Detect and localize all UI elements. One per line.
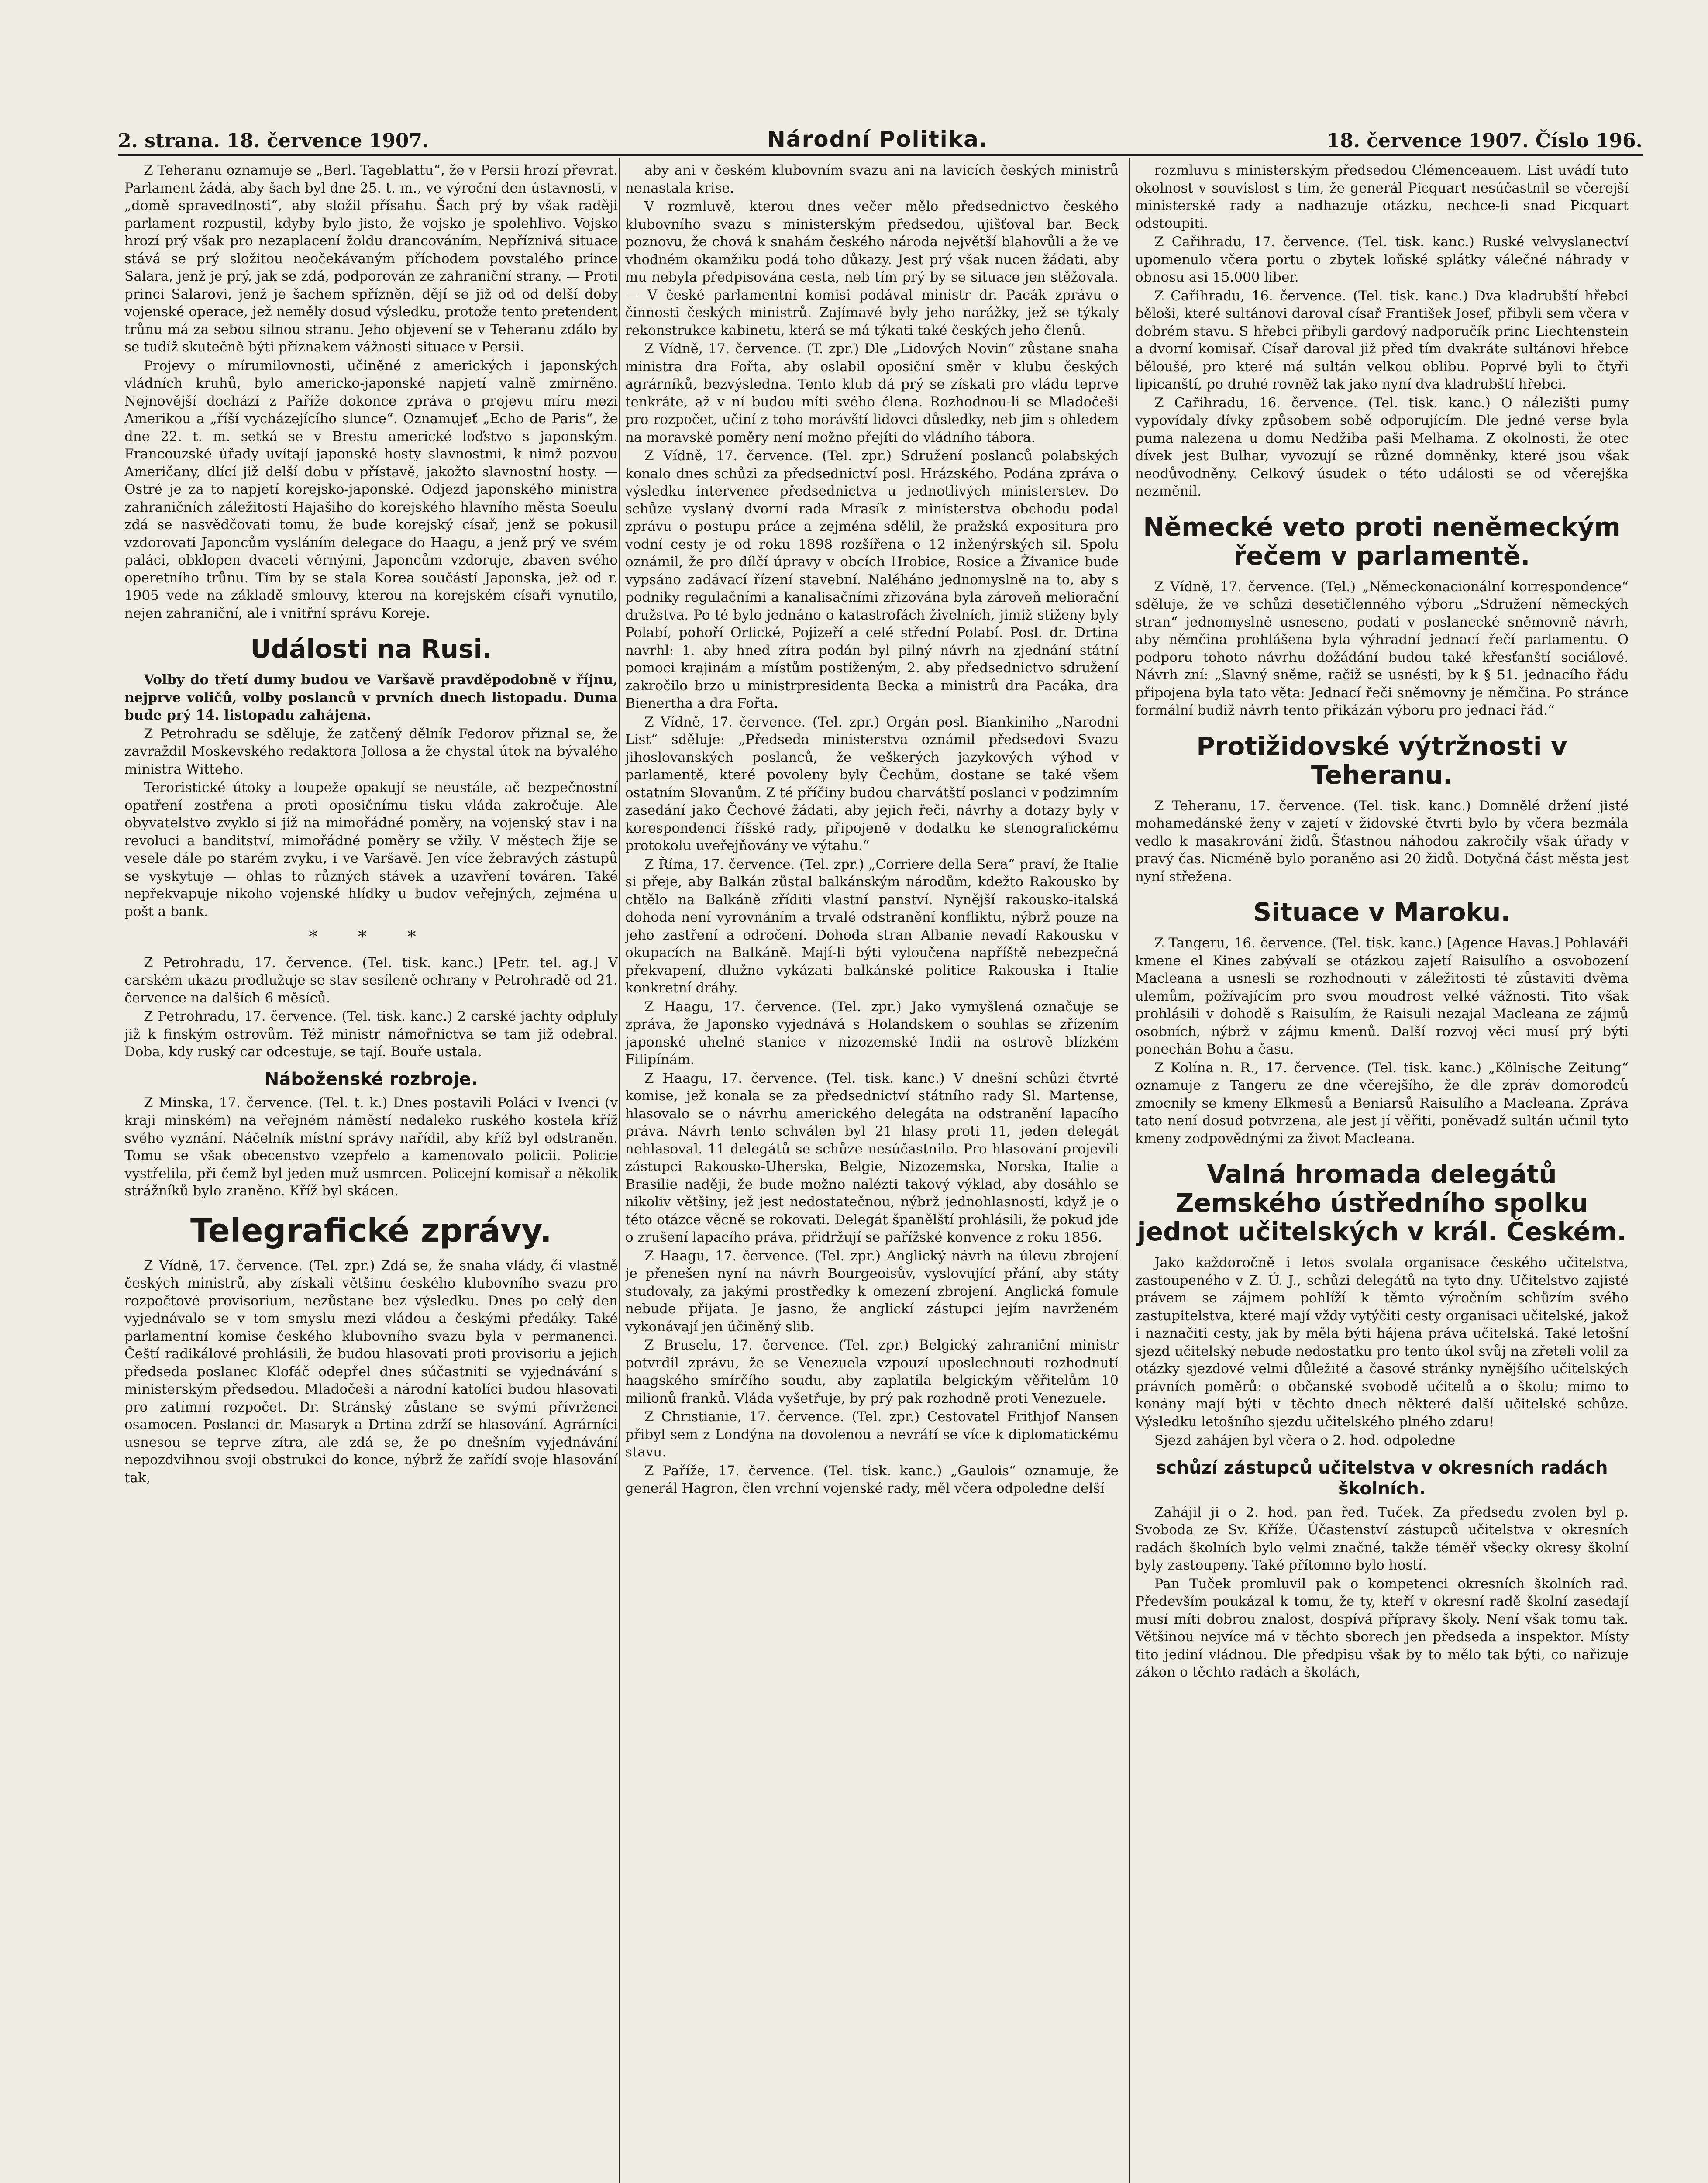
column-divider <box>1129 158 1130 2183</box>
column-3 <box>1135 162 1629 2183</box>
section-heading: Telegrafické zprávy. <box>190 1212 552 1250</box>
paragraph: Z Cařihradu, 17. července. (Tel. tisk. kanc.) Ruské velvyslanectví upomenulo včera portu o zbytek loňské splátky válečné náhrady v obnosu asi 15.000 liber. <box>1135 234 1629 285</box>
paragraph: Sjezd zahájen byl včera o 2. hod. odpoledne <box>1154 1432 1456 1448</box>
paragraph: Z Teheranu, 17. července. (Tel. tisk. kanc.) Domnělé držení jisté mohamedánské ženy v zajetí v židovské čtvrti bylo by včera bezmála vedlo k masakrování židů. Šťastnou náhodou zakročily však úřady v pravý čas. Nicméně bylo poraněno asi 20 židů. Dotyčná část města jest nyní střežena. <box>1135 798 1629 885</box>
section-heading: Německé veto proti neněmeckým řečem v parlamentě. <box>1143 512 1621 571</box>
paragraph: Z Říma, 17. července. (Tel. zpr.) „Corriere della Sera“ praví, že Italie si přeje, aby Balkán zůstal balkánským národům, kdežto Rakousko by chtělo na Balkáně zříditi vlastní panství. Nynější rakousko-italská dohoda není vyrovnáním a trvalé odstranění konfliktu, nýbrž pouze na jeho zastření a odročení. Dohoda stran Albanie nevadí Rakousku v okupacích na Balkáně. Mají-li býti vyloučena napříště nebezpečná překvapení, dlužno vykázati balkánské politice Rakouska i Italie konkretní dráhy. <box>625 856 1119 996</box>
paragraph: Pan Tuček promluvil pak o kompetenci okresních školních rad. Především poukázal k tomu, že ty, kteří v okresní radě školní zasedají musí míti dobrou znalost, dospívá přípravy školy. Není však tomu tak. Většinou nejvíce má v těchto sborech jen předseda a inspektor. Místy tito jediní vládnou. Dle předpisu však by to mělo tak býti, co nařizuje zákon o těchto radách a školách, <box>1135 1576 1629 1680</box>
section-heading: Valná hromada delegátů Zemského ústředního spolku jednot učitelských v král. Českém. <box>1137 1159 1627 1246</box>
header-right: 18. července 1907. Číslo 196. <box>1326 130 1643 152</box>
paragraph: Z Vídně, 17. července. (Tel. zpr.) Orgán posl. Biankiniho „Narodni List“ sděluje: „Předseda ministerstva oznámil předsedovi Svazu jihoslovanských poslanců, že veškerých jazykových výhod v parlamentě, které povoleny byly Čechům, dostane se také všem ostatním Slovanům. Z té příčiny budou charvátští poslanci v podzimním zasedání jako Čechové žádati, aby jejich řeči, návrhy a dotazy byly v korespondenci říšské rady, připojeně v dodatku ke stenografickému protokolu uveřejňovány ve výtahu.“ <box>625 714 1119 854</box>
paragraph: Z Petrohradu, 17. července. (Tel. tisk. kanc.) [Petr. tel. ag.] V carském ukazu prodlužuje se stav sesíleně ochrany v Petrohradě od 21. července na dalších 6 měsíců. <box>124 954 618 1006</box>
header-left: 2. strana. 18. července 1907. <box>118 130 429 152</box>
paragraph: Teroristické útoky a loupeže opakují se neustále, ač bezpečnostní opatření zostřena a proti oposičnímu tisku vláda zakročuje. Ale obyvatelstvo zvyklo si již na mimořádné poměry, na vojenský stav i na revoluci a banditství, mimořádné poměry se vžily. V městech žije se vesele dále po starém zvyku, i ve Varšavě. Jen více žebravých zástupů se vyskytuje — ohlas to různých stávek a uzavření továren. Také nepřekvapuje nikoho vojenské hlídky u budov veřejných, zejména u pošt a bank. <box>124 780 618 919</box>
paragraph: Z Haagu, 17. července. (Tel. zpr.) Anglický návrh na úlevu zbrojení je přenešen nyní na návrh Bourgeoisův, vyslovující přání, aby státy studovaly, za jakými prostředky k omezení zbrojení. Anglická fomule nebude přijata. Je jasno, že anglickí zástupci jejím navrženém vykonávají jen účiněný slib. <box>625 1248 1119 1335</box>
paragraph: Z Kolína n. R., 17. července. (Tel. tisk. kanc.) „Kölnische Zeitung“ oznamuje z Tangeru ze dne včerejšího, že dle zpráv domorodců zmocnily se kmeny Elkmesů a Beniarsů Raisulího a Macleana. Zpráva tato není dosud potvrzena, ale jest jí věřiti, poněvadž sultán učinil tyto kmeny zodpovědnými za život Macleana. <box>1135 1060 1629 1147</box>
paragraph: Z Petrohradu se sděluje, že zatčený dělník Fedorov přiznal se, že zavraždil Moskevského redaktora Jollosa a že chystal útok na bývalého ministra Witteho. <box>124 726 618 777</box>
paragraph: aby ani v českém klubovním svazu ani na lavicích českých ministrů nenastala krise. <box>625 162 1119 196</box>
paragraph: Z Tangeru, 16. července. (Tel. tisk. kanc.) [Agence Havas.] Pohlaváři kmene el Kines zabývali se otázkou zajetí Raisulího a osvobození Macleana a usnesli se rozhodnouti v záležitosti té zůstaviti dvěma ulemům, požívajícím pro svou moudrost velké vážnosti. Tito však prohlásili v dohodě s Raisulím, že Raisuli nezajal Macleana ze zájmů osobních, nýbrž v zájmu kmenů. Další rozvoj věci musí prý býti ponechán Bohu a času. <box>1135 935 1629 1057</box>
paragraph: Z Vídně, 17. července. (Tel.) „Německonacionální korrespondence“ sděluje, že ve schůzi desetičlenného výboru „Sdružení německých stran“ jednomyslně usneseno, podati v poslanecké sněmovně návrh, aby němčina prohlášena byla výhradní jednací řečí parlamentu. O podporu tohoto návrhu dožádání budou také křesťanští sociálové. Návrh zní: „Slavný sněme, račiž se usnésti, by k § 51. jednacího řádu připojena byla tato věta: Jednací řeči sněmovny je němčina. Po stránce formální budiž návrh tento přikázán výboru pro jednací řád.“ <box>1135 578 1629 718</box>
column-2 <box>625 162 1119 2183</box>
paragraph: V rozmluvě, kterou dnes večer mělo předsednictvo českého klubovního svazu s ministerským předsedou, ujišťoval bar. Beck poznovu, že chová k snahám českého národa největší blahovůli a že ve vhodném okamžiku podá toho důkazy. Jest prý však nucen žádati, aby mu nebyla předpisována cesta, neb tím prý by se situace jen stěžovala. — V české parlamentní komisi podával ministr dr. Pacák zprávu o činnosti českých ministrů. Zajímavé byly jeho narážky, jež se týkaly rekonstrukce kabinetu, která se má týkati také českých jeho členů. <box>625 199 1119 338</box>
section-heading: Události na Rusi. <box>250 634 492 664</box>
section-heading: schůzí zástupců učitelstva v okresních radách školních. <box>1156 1457 1608 1499</box>
paragraph: Jako každoročně i letos svolala organisace českého učitelstva, zastoupeného v Z. Ú. J., schůzi delegátů na tyto dny. Učitelstvo zajisté právem se zájmem pohlíží k těmto výročním schůzím svého zastupitelstva, které mají vždy vytýčiti cesty organisaci učitelské, jakož i naznačiti cesty, jak by měla býti hájena práva učitelská. Také letošní sjezd učitelský nebude nedostatku pro tento úkol svůj na zřeteli volil za otázky sjezdové velmi důležité a časové stránky nynějšího učitelských právních poměrů: o občanské svobodě učitelů a o školu; mimo to konány mají býti v těchto dnech některé další učitelské schůze. Výsledku letošního sjezdu učitelského plného zdaru! <box>1135 1255 1629 1430</box>
section-separator: * * * <box>309 927 434 947</box>
paragraph: Z Paříže, 17. července. (Tel. tisk. kanc.) „Gaulois“ oznamuje, že generál Hagron, člen vrchní vojenské rady, měl včera odpoledne delší <box>625 1463 1119 1496</box>
paragraph: Z Minska, 17. července. (Tel. t. k.) Dnes postavili Poláci v Ivenci (v kraji minském) na veřejném náměstí nedaleko ruského kostela kříž svého vyznání. Náčelník místní správy nařídil, aby kříž byl odstraněn. Tomu se však obecenstvo vzepřelo a kamenovalo policii. Policie vystřelila, při čemž byl jeden muž usmrcen. Policejní komisař a několik strážníků bylo zraněno. Kříž byl skácen. <box>124 1095 618 1199</box>
paragraph: Z Vídně, 17. července. (Tel. zpr.) Sdružení poslanců polabských konalo dnes schůzi za předsednictví posl. Hrázského. Podána zpráva o výsledku intervence předsednictva u jednotlivých ministerstev. Do schůze vyslaný dvorní rada Mrasík z ministerstva obchodu podal zprávu o postupu práce a zejména sdělil, že pražská expositura pro vodní cesty je od roku 1898 rozšířena o 12 inženýrských sil. Spolu oznámil, že pro dílčí úpravy v obcích Hrobice, Rosice a Živanice bude vypsáno zadávací řízení stavební. Naléháno jednomyslně na to, aby s podniky regulačními a kanalisačními zřizována byla zároveň meliorační družstva. Po té bylo jednáno o katastrofách živelních, jimiž stiženy byly Polabí, pohoří Orlické, Pojizeří a celé střední Polabí. Posl. dr. Drtina navrhl: 1. aby hned zítra podán byl pilný návrh na zjednání státní pomoci krajinám a místům postiženým, 2. aby předsednictvo sdružení zakročilo brzo u ministrpresidenta Becka a ministrů dra Pacáka, dra Bienertha a dra Fořta. <box>625 448 1119 711</box>
paragraph: Z Haagu, 17. července. (Tel. tisk. kanc.) V dnešní schůzi čtvrté komise, jež konala se za předsednictví státního rady Sl. Martense, hlasovalo se o návrhu amerického delegáta na odstranění lapacího práva. Návrh tento schválen byl 21 hlasy proti 11, jeden delegát nehlasoval. 11 delegátů se schůze nesúčastnilo. Pro hlasování projevili zástupci Rakousko-Uherska, Belgie, Nizozemska, Norska, Italie a Brasilie naději, že bude možno nalézti takový výklad, aby dosáhlo se nikoliv většiny, jež jest nedostatečnou, nýbrž jednohlasnosti, když je o této otázce věcně se rokovati. Delegát španělští prohlásili, že pokud jde o zrušení lapacího práva, přidržují se pařížské konvence z roku 1856. <box>625 1070 1119 1245</box>
paragraph: Z Bruselu, 17. července. (Tel. zpr.) Belgický zahraniční ministr potvrdil zprávu, že se Venezuela vzpouzí uposlechnouti rozhodnutí haagského smírčího soudu, aby zaplatila belgickým věřitelům 10 milionů franků. Vláda vyšetřuje, by prý pak rozhodně proti Venezuele. <box>625 1337 1119 1406</box>
paragraph: Z Petrohradu, 17. července. (Tel. tisk. kanc.) 2 carské jachty odpluly již k finským ostrovům. Též ministr námořnictva se tam již odebral. Doba, kdy ruský car odcestuje, se tají. Bouře ustala. <box>124 1009 618 1060</box>
paragraph: Z Cařihradu, 16. července. (Tel. tisk. kanc.) Dva kladrubští hřebci běloši, které sultánovi daroval císař František Josef, přibyli sem včera v dobrém stavu. S hřebci přibyli gardový nadporučík princ Liechtenstein a dvorní komisař. Císař daroval již před tím dvakráte sultánovi hřebce běloušé, pro které má sultán velkou oblibu. Poprvé byli to čtyři lipicanští, po druhé rovněž tak jako nyní dva kladrubští hřebci. <box>1135 288 1629 392</box>
paragraph: rozmluvu s ministerským předsedou Clémenceauem. List uvádí tuto okolnost v souvislost s tím, že generál Picquart nesúčastnil se včerejší ministerské rady a nadhazuje otázku, nechce-li snad Picquart odstoupiti. <box>1135 162 1629 231</box>
column-divider <box>619 158 620 2183</box>
paragraph: Z Haagu, 17. července. (Tel. zpr.) Jako vymyšlená označuje se zpráva, že Japonsko vyjednává s Holandskem o souhlas se zřízením japonské uhelné stanice v nizozemské Indii na ostrově blízkém Filipínám. <box>625 999 1119 1067</box>
paragraph: Z Cařihradu, 16. července. (Tel. tisk. kanc.) O nálezišti pumy vypovídaly dívky způsobem sobě odporujícím. Dle jedné verse byla puma nalezena u domu Nedžiba paši Melhama. Z okolnosti, že otec dívek jest Bulhar, vyvozují se různé domněnky, které jsou však neodůvodněny. Celkový úsudek o této události se od včerejška nezměnil. <box>1135 395 1629 499</box>
section-heading: Náboženské rozbroje. <box>264 1069 478 1089</box>
paragraph: Zahájil ji o 2. hod. pan řed. Tuček. Za předsedu zvolen byl p. Svoboda ze Sv. Kříže. Účastenství zástupců učitelstva v okresních radách školních bylo velmi značné, takže téměř všecky okresy školní byly zastoupeny. Také přítomno bylo hostí. <box>1135 1504 1629 1573</box>
paragraph: Projevy o mírumilovnosti, učiněné z amerických i japonských vládních kruhů, bylo americko-japonské napjetí valně zmírněno. Nejnovější dochází z Paříže dokonce zpráva o projevu míru mezi Amerikou a „říší vycházejícího slunce“. Oznamujeť „Echo de Paris“, že dne 22. t. m. setká se v Brestu americké loďstvo s japonským. Francouzské úřady uvítají japonské hosty slavnostmi, k nimž pozvou Američany, dlící již delší dobu v přístavě, jakožto slavnostní hosty. — Ostré je za to napjetí korejsko-japonské. Odjezd japonského ministra zahraničních záležitostí Hajašiho do korejského hlavního města Soeulu zdá se nasvědčovati tomu, že bude korejský císař, jenž se pokusil vzdorovati Japoncům vysláním delegace do Haagu, a jenž prý ve svém paláci, obklopen dvaceti věrnými, Japoncům vzdoruje, zbaven svého operetního trůnu. Tím by se stala Korea součástí Japonska, jež od r. 1905 vede na základě smlouvy, kterou na korejském císaři vynutilo, nejen zahraniční, ale i vnitřní správu Koreje. <box>124 358 618 621</box>
paragraph: Volby do třetí dumy budou ve Varšavě pravděpodobně v říjnu, nejprve voličů, volby poslanců v prvních dnech listopadu. Duma bude prý 14. listopadu zahájena. <box>124 672 618 723</box>
column-1 <box>124 162 618 2183</box>
section-heading: Situace v Maroku. <box>1253 897 1511 927</box>
section-heading: Protižidovské výtržnosti v Teheranu. <box>1196 731 1567 790</box>
header-rule <box>118 154 1643 156</box>
page-header <box>118 117 1643 152</box>
paragraph: Z Teheranu oznamuje se „Berl. Tageblattu“, že v Persii hrozí převrat. Parlament žádá, aby šach byl dne 25. t. m., ve výroční den ústavnosti, v „domě spravedlnosti“, aby složil přísahu. Šach prý by však raději parlament rozpustil, kdyby bylo jisto, že vojsko je spolehlivo. Vojsko hrozí prý však pro nezaplacení žoldu drancováním. Nepříznivá situace stává se prý složitou neočekávaným příchodem povstalého prince Salara, jenž je prý, jak se zdá, podporován ze zahraniční strany. — Proti princi Salarovi, jenž je šachem spřízněn, dějí se již od od delší doby vojenské operace, jež neměly dosud výsledku, protože tento pretendent trůnu má za sebou silnou stranu. Jeho objevení se v Teheranu zdálo by se tudíž skutečně býti příznakem vážnosti situace v Persii. <box>124 162 618 355</box>
paragraph: Z Vídně, 17. července. (Tel. zpr.) Zdá se, že snaha vlády, či vlastně českých ministrů, aby získali většinu českého klubovního svazu pro rozpočtové provisorium, nezůstane bez výsledku. Dnes po celý den vyjednávalo se v tom smyslu mezi vládou a českými předáky. Také parlamentní komise českého klubovního svazu byla v permanenci. Čeští radikálové prohlásili, že budou hlasovati proti provisoriu a jejich předseda poslanec Klofáč odepřel dnes súčastniti se vyjednávání s ministerským předsedou. Mladočeši a národní katolíci budou hlasovati pro zatímní rozpočet. Dr. Stránský zůstane se svými přívrženci osamocen. Poslanci dr. Masaryk a Drtina zdrží se hlasování. Agrárníci usnesou se teprve zítra, ale zdá se, že po dnešním vyjednávání nepozdvihnou svoji obstrukci do konce, nýbrž že zařídí svoje hlasování tak, <box>124 1257 618 1486</box>
paragraph: Z Vídně, 17. července. (T. zpr.) Dle „Lidových Novin“ zůstane snaha ministra dra Fořta, aby oslabil oposiční směr v klubu českých agrárníků, bezvýsledna. Tento klub dá prý se získati pro vládu teprve tenkráte, až v ní budou míti svého člena. Rozhodnou-li se Mladočeši pro rozpočet, učiní z toho morávští lidovci důsledky, neb jim s ohledem na moravské poměry není možno přejíti do vládního tábora. <box>625 341 1119 445</box>
paragraph: Z Christianie, 17. července. (Tel. zpr.) Cestovatel Frithjof Nansen přibyl sem z Londýna na dovolenou a nevrátí se více k diplomatickému stavu. <box>625 1409 1119 1460</box>
masthead-title: Národní Politika. <box>767 127 988 152</box>
